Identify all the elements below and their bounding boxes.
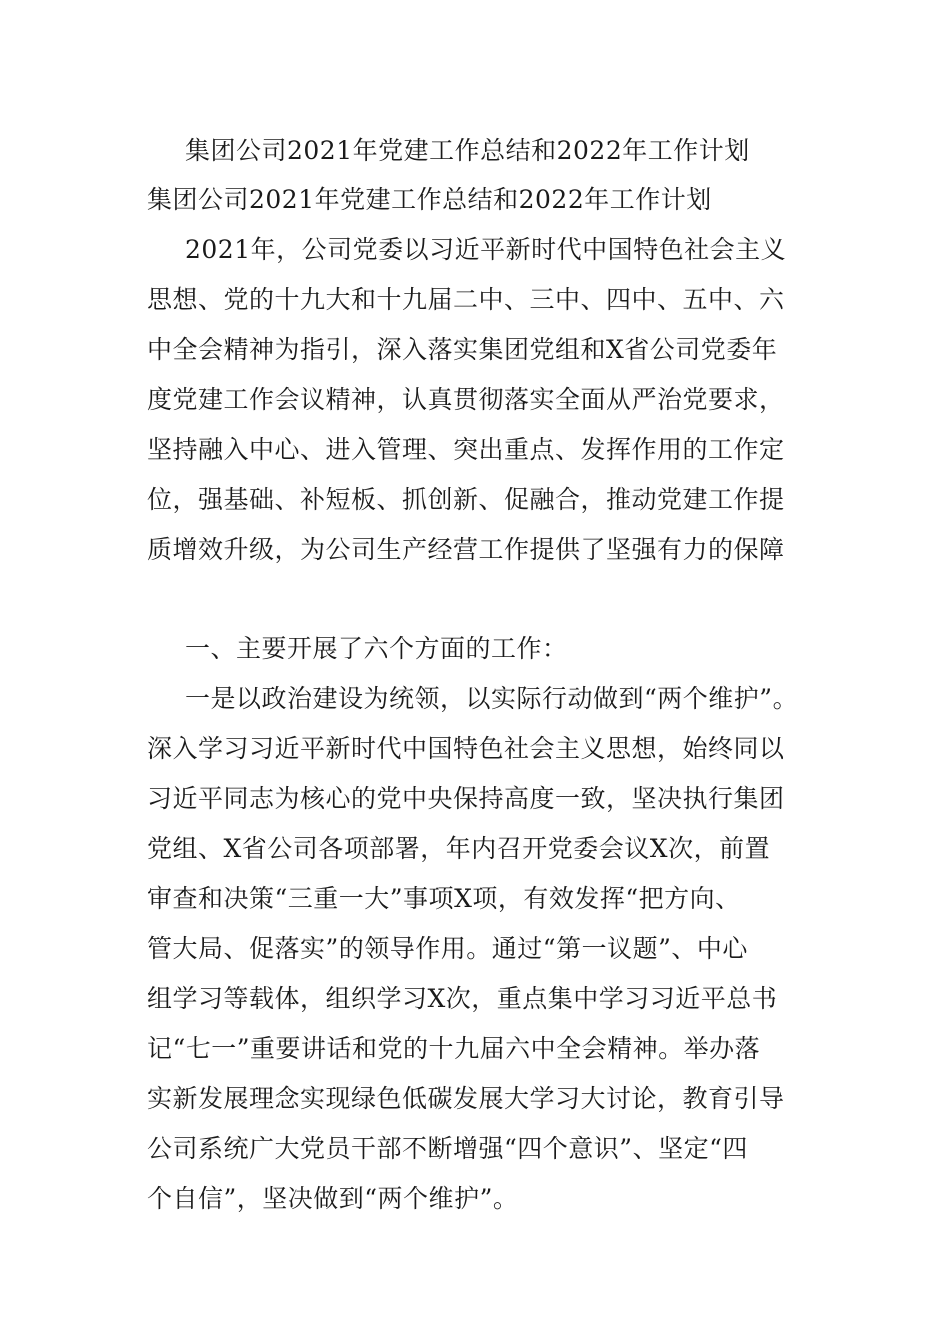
section-line: 深入学习习近平新时代中国特色社会主义思想，始终同以 bbox=[147, 734, 785, 763]
intro-line: 思想、党的十九大和十九届二中、三中、四中、五中、六 bbox=[147, 285, 785, 314]
section-line: 习近平同志为核心的党中央保持高度一致，坚决执行集团 bbox=[147, 784, 785, 813]
intro-line: 位，强基础、补短板、抓创新、促融合，推动党建工作提 bbox=[147, 485, 785, 514]
intro-line: 度党建工作会议精神，认真贯彻落实全面从严治党要求， bbox=[147, 385, 785, 414]
document-title: 集团公司2021年党建工作总结和2022年工作计划 bbox=[185, 136, 750, 165]
section-heading: 一、主要开展了六个方面的工作： bbox=[185, 634, 568, 663]
section-line: 一是以政治建设为统领，以实际行动做到“两个维护”。 bbox=[185, 684, 799, 713]
intro-line: 质增效升级，为公司生产经营工作提供了坚强有力的保障 bbox=[147, 535, 785, 564]
section-line: 记“七一”重要讲话和党的十九届六中全会精神。举办落 bbox=[147, 1034, 761, 1063]
document-subtitle: 集团公司2021年党建工作总结和2022年工作计划 bbox=[147, 185, 712, 214]
intro-line: 坚持融入中心、进入管理、突出重点、发挥作用的工作定 bbox=[147, 435, 785, 464]
intro-line: 中全会精神为指引，深入落实集团党组和X省公司党委年 bbox=[147, 335, 778, 364]
section-line: 党组、X省公司各项部署，年内召开党委会议X次，前置 bbox=[147, 834, 771, 863]
section-line: 管大局、促落实”的领导作用。通过“第一议题”、中心 bbox=[147, 934, 748, 963]
section-line: 组学习等载体，组织学习X次，重点集中学习习近平总书 bbox=[147, 984, 778, 1013]
section-line: 审查和决策“三重一大”事项X项，有效发挥“把方向、 bbox=[147, 884, 741, 913]
section-line: 个自信”，坚决做到“两个维护”。 bbox=[147, 1184, 519, 1213]
intro-line: 2021年，公司党委以习近平新时代中国特色社会主义 bbox=[185, 235, 787, 264]
section-line: 实新发展理念实现绿色低碳发展大学习大讨论，教育引导 bbox=[147, 1084, 785, 1113]
section-line: 公司系统广大党员干部不断增强“四个意识”、坚定“四 bbox=[147, 1134, 748, 1163]
